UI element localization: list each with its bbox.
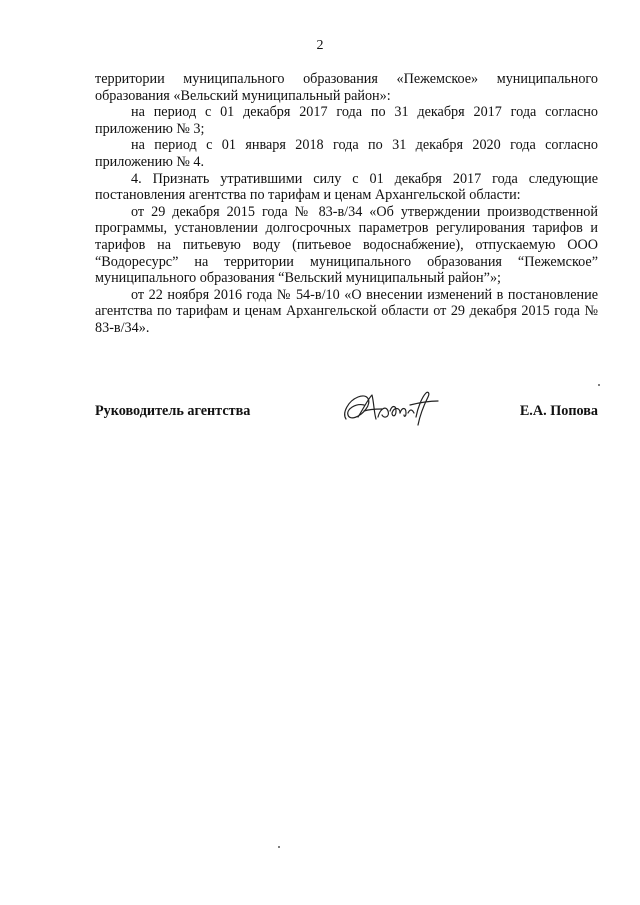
scan-speck — [278, 846, 280, 848]
signatory-title: Руководитель агентства — [95, 403, 251, 419]
page-number: 2 — [316, 38, 324, 53]
handwritten-signature — [338, 387, 443, 429]
signatory-name: Е.А. Попова — [519, 403, 598, 419]
signature-block — [95, 395, 598, 435]
paragraph-resolution-83: от 29 декабря 2015 года № 83-в/34 «Об утверждении производственной программы, установлении долгосрочных параметров регулирования тарифов и тарифов на питьевую воду (питьевое водоснабжение), отпускаемую ООО “Водоресурс” на территории муниципального образования “Пежемское” муниципального образования “Вельский муниципальный район”»; — [95, 203, 598, 287]
paragraph-resolution-54: от 22 ноября 2016 года № 54-в/10 «О внесении изменений в постановление агентства по тарифам и ценам Архангельской области от 29 декабря 2015 года № 83-в/34». — [95, 286, 598, 336]
paragraph-territory: территории муниципального образования «Пежемское» муниципального образования «Вельский муниципальный район»: — [95, 71, 598, 104]
scan-speck — [598, 384, 600, 386]
document-body — [95, 71, 598, 337]
paragraph-item-4: 4. Признать утратившими силу с 01 декабря 2017 года следующие постановления агентства по тарифам и ценам Архангельской области: — [95, 170, 598, 204]
paragraph-period-2018-2020: на период с 01 января 2018 года по 31 декабря 2020 года согласно приложению № 4. — [95, 137, 598, 170]
paragraph-period-2017: на период с 01 декабря 2017 года по 31 декабря 2017 года согласно приложению № 3; — [95, 104, 598, 137]
